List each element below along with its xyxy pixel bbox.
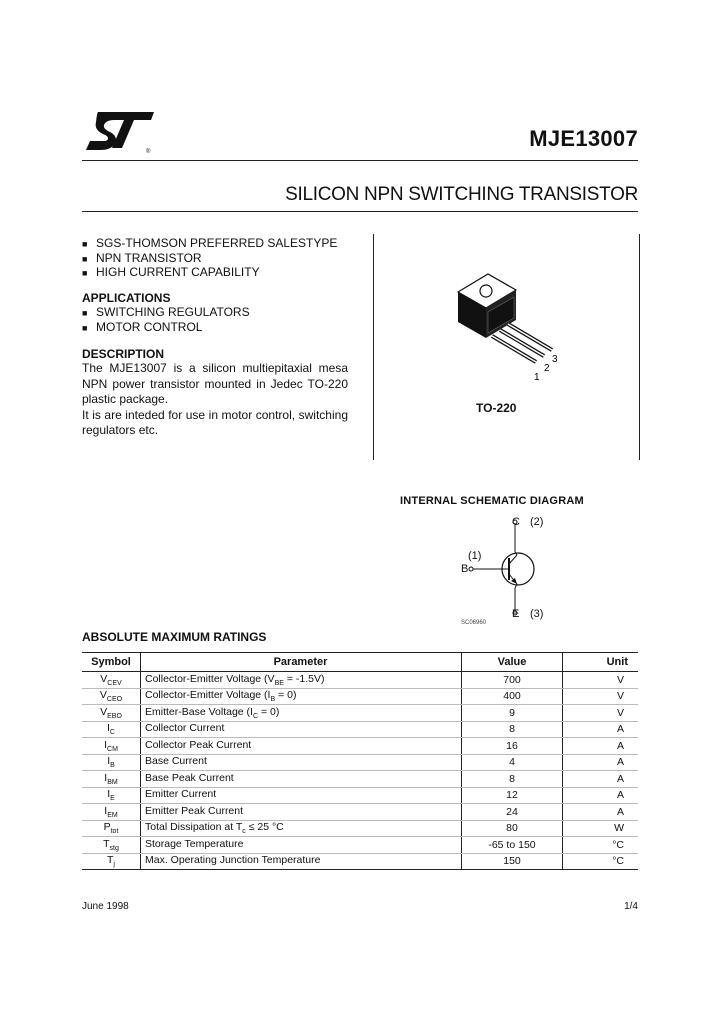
pin-label: 3: [552, 354, 558, 365]
application-item: ■ MOTOR CONTROL: [82, 319, 203, 334]
symbol-cell: $T_j$: [82, 853, 141, 870]
value-cell: 24: [462, 804, 563, 821]
bullet-icon: ■: [82, 239, 88, 249]
symbol-cell: $V_{CEO}$: [82, 688, 141, 705]
unit-cell: °C: [563, 853, 639, 870]
unit-cell: A: [563, 771, 639, 788]
parameter-cell: Base Current: [141, 754, 462, 771]
value-cell: -65 to 150: [462, 837, 563, 854]
svg-text:®: ®: [146, 149, 151, 154]
unit-cell: A: [563, 787, 639, 804]
unit-cell: A: [563, 804, 639, 821]
unit-cell: V: [563, 705, 639, 722]
symbol-cell: $I_{BM}$: [82, 771, 141, 788]
collector-pin-label: (2): [530, 516, 544, 528]
parameter-cell: Emitter-Base Voltage $(I_C = 0)$: [141, 705, 462, 722]
emitter-pin-label: (3): [530, 608, 544, 620]
base-pin-label: (1): [468, 550, 482, 562]
applications-list: [82, 305, 372, 334]
value-cell: 8: [462, 721, 563, 738]
parameter-cell: Collector-Emitter Voltage $(V_{BE} = -1.5V)$: [141, 672, 462, 689]
table-row: [82, 804, 638, 821]
table-row: [82, 837, 638, 854]
table-row: [82, 820, 638, 837]
description-paragraph: The MJE13007 is a silicon multiepitaxial mesa NPN power transistor mounted in Jedec TO-220 plastic package.: [82, 361, 348, 406]
part-number: MJE13007: [529, 126, 638, 151]
value-cell: 80: [462, 820, 563, 837]
header-rule: [82, 160, 638, 161]
title-rule: [82, 211, 638, 212]
parameter-cell: Base Peak Current: [141, 771, 462, 788]
feature-item: ■ HIGH CURRENT CAPABILITY: [82, 265, 260, 279]
parameter-cell: Storage Temperature: [141, 837, 462, 854]
parameter-cell: Total Dissipation at $T_c \le 25$ °C: [141, 820, 462, 837]
value-cell: 16: [462, 738, 563, 755]
application-item: ■ SWITCHING REGULATORS: [82, 305, 250, 319]
table-row: [82, 688, 638, 705]
description-heading: DESCRIPTION: [82, 347, 165, 361]
symbol-cell: $I_C$: [82, 721, 141, 738]
page-number: 1/4: [624, 901, 638, 912]
value-cell: 150: [462, 853, 563, 870]
table-row: [82, 754, 638, 771]
unit-cell: A: [563, 721, 639, 738]
feature-list: [82, 236, 372, 280]
value-cell: 400: [462, 688, 563, 705]
header-symbol: Symbol: [82, 653, 141, 672]
table-row: [82, 853, 638, 870]
table-header-row: [82, 653, 638, 672]
value-cell: 12: [462, 787, 563, 804]
value-cell: 4: [462, 754, 563, 771]
symbol-cell: $V_{CEV}$: [82, 672, 141, 689]
description-paragraph: It is are inteded for use in motor control, switching regulators etc.: [82, 407, 348, 437]
value-cell: 9: [462, 705, 563, 722]
emitter-label: E: [512, 608, 520, 620]
feature-item: ■ NPN TRANSISTOR: [82, 250, 202, 265]
header-unit: Unit: [563, 653, 639, 672]
value-cell: 700: [462, 672, 563, 689]
bullet-icon: ■: [82, 253, 88, 264]
bullet-icon: ■: [82, 268, 88, 278]
applications-heading: APPLICATIONS: [82, 291, 171, 305]
parameter-cell: Collector-Emitter Voltage $(I_B = 0)$: [141, 688, 462, 705]
symbol-cell: $T_{stg}$: [82, 837, 141, 854]
parameter-cell: Collector Peak Current: [141, 738, 462, 755]
unit-cell: A: [563, 754, 639, 771]
table-row: [82, 738, 638, 755]
ratings-table: [82, 652, 638, 870]
header-value: Value: [462, 653, 563, 672]
value-cell: 8: [462, 771, 563, 788]
parameter-cell: Collector Current: [141, 721, 462, 738]
table-row: [82, 771, 638, 788]
base-label: B: [461, 563, 469, 575]
st-logo-icon: [84, 108, 156, 154]
table-row: [82, 787, 638, 804]
ratings-title: ABSOLUTE MAXIMUM RATINGS: [82, 630, 267, 644]
unit-cell: °C: [563, 837, 639, 854]
schematic-code: SC06960: [461, 620, 487, 626]
package-label: TO-220: [476, 401, 517, 415]
symbol-cell: $I_E$: [82, 787, 141, 804]
unit-cell: V: [563, 688, 639, 705]
document-title: SILICON NPN SWITCHING TRANSISTOR: [285, 184, 638, 205]
symbol-cell: $I_{EM}$: [82, 804, 141, 821]
parameter-cell: Emitter Current: [141, 787, 462, 804]
unit-cell: V: [563, 672, 639, 689]
to220-package-icon: [440, 270, 580, 385]
table-row: [82, 672, 638, 689]
bullet-icon: ■: [82, 322, 88, 333]
parameter-cell: Max. Operating Junction Temperature: [141, 853, 462, 870]
symbol-cell: $I_B$: [82, 754, 141, 771]
symbol-cell: $V_{EBO}$: [82, 705, 141, 722]
table-row: [82, 721, 638, 738]
description-text: [82, 361, 348, 439]
parameter-cell: Emitter Peak Current: [141, 804, 462, 821]
symbol-cell: $P_{tot}$: [82, 820, 141, 837]
symbol-cell: $I_{CM}$: [82, 738, 141, 755]
unit-cell: A: [563, 738, 639, 755]
bullet-icon: ■: [82, 308, 88, 318]
pin-label: 2: [544, 363, 550, 374]
unit-cell: W: [563, 820, 639, 837]
table-row: [82, 705, 638, 722]
feature-item: ■ SGS-THOMSON PREFERRED SALESTYPE: [82, 236, 338, 250]
header-parameter: Parameter: [141, 653, 462, 672]
schematic-title: INTERNAL SCHEMATIC DIAGRAM: [400, 495, 584, 507]
collector-label: C: [512, 516, 520, 528]
footer-date: June 1998: [82, 901, 129, 912]
pin-label: 1: [534, 372, 540, 383]
